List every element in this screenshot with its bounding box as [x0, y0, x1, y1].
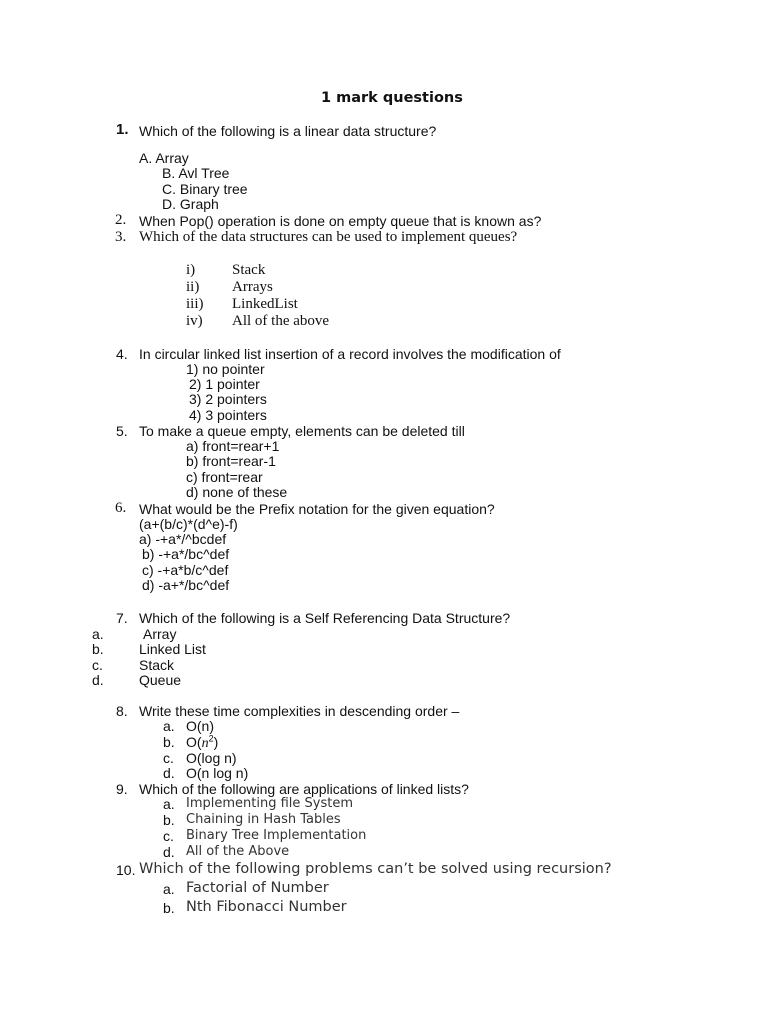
option-text: All of the Above: [186, 844, 290, 859]
option-text-n-squared: $O(n^2)$: [186, 733, 219, 751]
option-text: a) front=rear+1: [186, 438, 280, 454]
option-marker: d.: [163, 844, 175, 860]
option-text: Nth Fibonacci Number: [186, 899, 347, 915]
option-marker: b.: [92, 641, 104, 657]
option-text: C. Binary tree: [162, 181, 248, 197]
question-text: Which of the following are applications of linked lists?: [139, 781, 469, 797]
question-number: 2.: [115, 212, 127, 228]
option-marker: d.: [163, 765, 175, 781]
option-text: A. Array: [139, 150, 189, 166]
question-text: When Pop() operation is done on empty queue that is known as?: [139, 213, 542, 229]
option-text: Binary Tree Implementation: [186, 828, 367, 843]
option-marker: a.: [163, 881, 175, 897]
option-text: B. Avl Tree: [162, 165, 230, 181]
expression: (a+(b/c)*(d^e)-f): [139, 516, 238, 532]
option-marker: b.: [163, 812, 175, 828]
question-number: 3.: [115, 229, 127, 245]
question-text: Which of the following problems can’t be solved using recursion?: [139, 861, 612, 877]
option-text: O(n log n): [186, 765, 249, 781]
option-text: 1) no pointer: [186, 361, 265, 377]
page-title: 1 mark questions: [321, 90, 463, 106]
option-text: D. Graph: [162, 196, 219, 212]
option-marker: i): [186, 262, 196, 278]
option-text: 3) 2 pointers: [189, 391, 267, 407]
question-text: Which of the data structures can be used to implement queues?: [139, 229, 518, 245]
question-number: 1.: [116, 121, 129, 138]
question-number: 7.: [116, 610, 128, 626]
option-marker: iv): [186, 313, 203, 329]
option-text: Linked List: [139, 641, 206, 657]
option-text: All of the above: [232, 313, 330, 329]
option-marker: c.: [163, 828, 174, 844]
option-text: Queue: [139, 672, 182, 688]
option-text: O(n): [186, 718, 214, 734]
option-text: Chaining in Hash Tables: [186, 812, 341, 827]
option-text: b) front=rear-1: [186, 453, 276, 469]
option-text: LinkedList: [232, 296, 298, 312]
option-marker: iii): [186, 296, 204, 312]
question-number: 9.: [116, 781, 128, 797]
question-number: 4.: [116, 346, 128, 362]
question-text: What would be the Prefix notation for the given equation?: [139, 501, 495, 517]
option-text: Stack: [139, 657, 175, 673]
option-marker: c.: [163, 750, 174, 766]
option-text: 2) 1 pointer: [189, 376, 260, 392]
question-text: Which of the following is a linear data structure?: [139, 123, 437, 139]
question-number: 10.: [116, 862, 136, 878]
option-text: Array: [143, 626, 177, 642]
option-text: c) -+a*b/c^def: [142, 562, 229, 578]
option-text: Arrays: [232, 279, 273, 295]
option-text: Factorial of Number: [186, 880, 329, 896]
option-text: d) -a+*/bc^def: [142, 577, 230, 593]
option-text: Implementing file System: [186, 796, 354, 811]
option-text: c) front=rear: [186, 469, 263, 485]
option-text: a) -+a*/^bcdef: [139, 531, 227, 547]
question-text: To make a queue empty, elements can be deleted till: [139, 423, 465, 439]
question-text: Which of the following is a Self Referencing Data Structure?: [139, 610, 511, 626]
question-number: 6.: [115, 500, 127, 516]
option-marker: b.: [163, 734, 175, 750]
option-text: b) -+a*/bc^def: [142, 546, 230, 562]
question-text: Write these time complexities in descending order –: [139, 703, 460, 719]
option-text: O(log n): [186, 750, 237, 766]
question-text: In circular linked list insertion of a record involves the modification of: [139, 346, 561, 362]
option-marker: ii): [186, 279, 200, 295]
question-number: 5.: [116, 423, 128, 439]
option-text: Stack: [232, 262, 266, 278]
option-marker: c.: [92, 657, 103, 673]
option-marker: a.: [92, 626, 104, 642]
option-text: d) none of these: [186, 484, 288, 500]
option-marker: a.: [163, 796, 175, 812]
option-marker: a.: [163, 718, 175, 734]
option-marker: b.: [163, 900, 175, 916]
question-number: 8.: [116, 703, 128, 719]
option-marker: d.: [92, 672, 104, 688]
option-text: 4) 3 pointers: [189, 407, 267, 423]
